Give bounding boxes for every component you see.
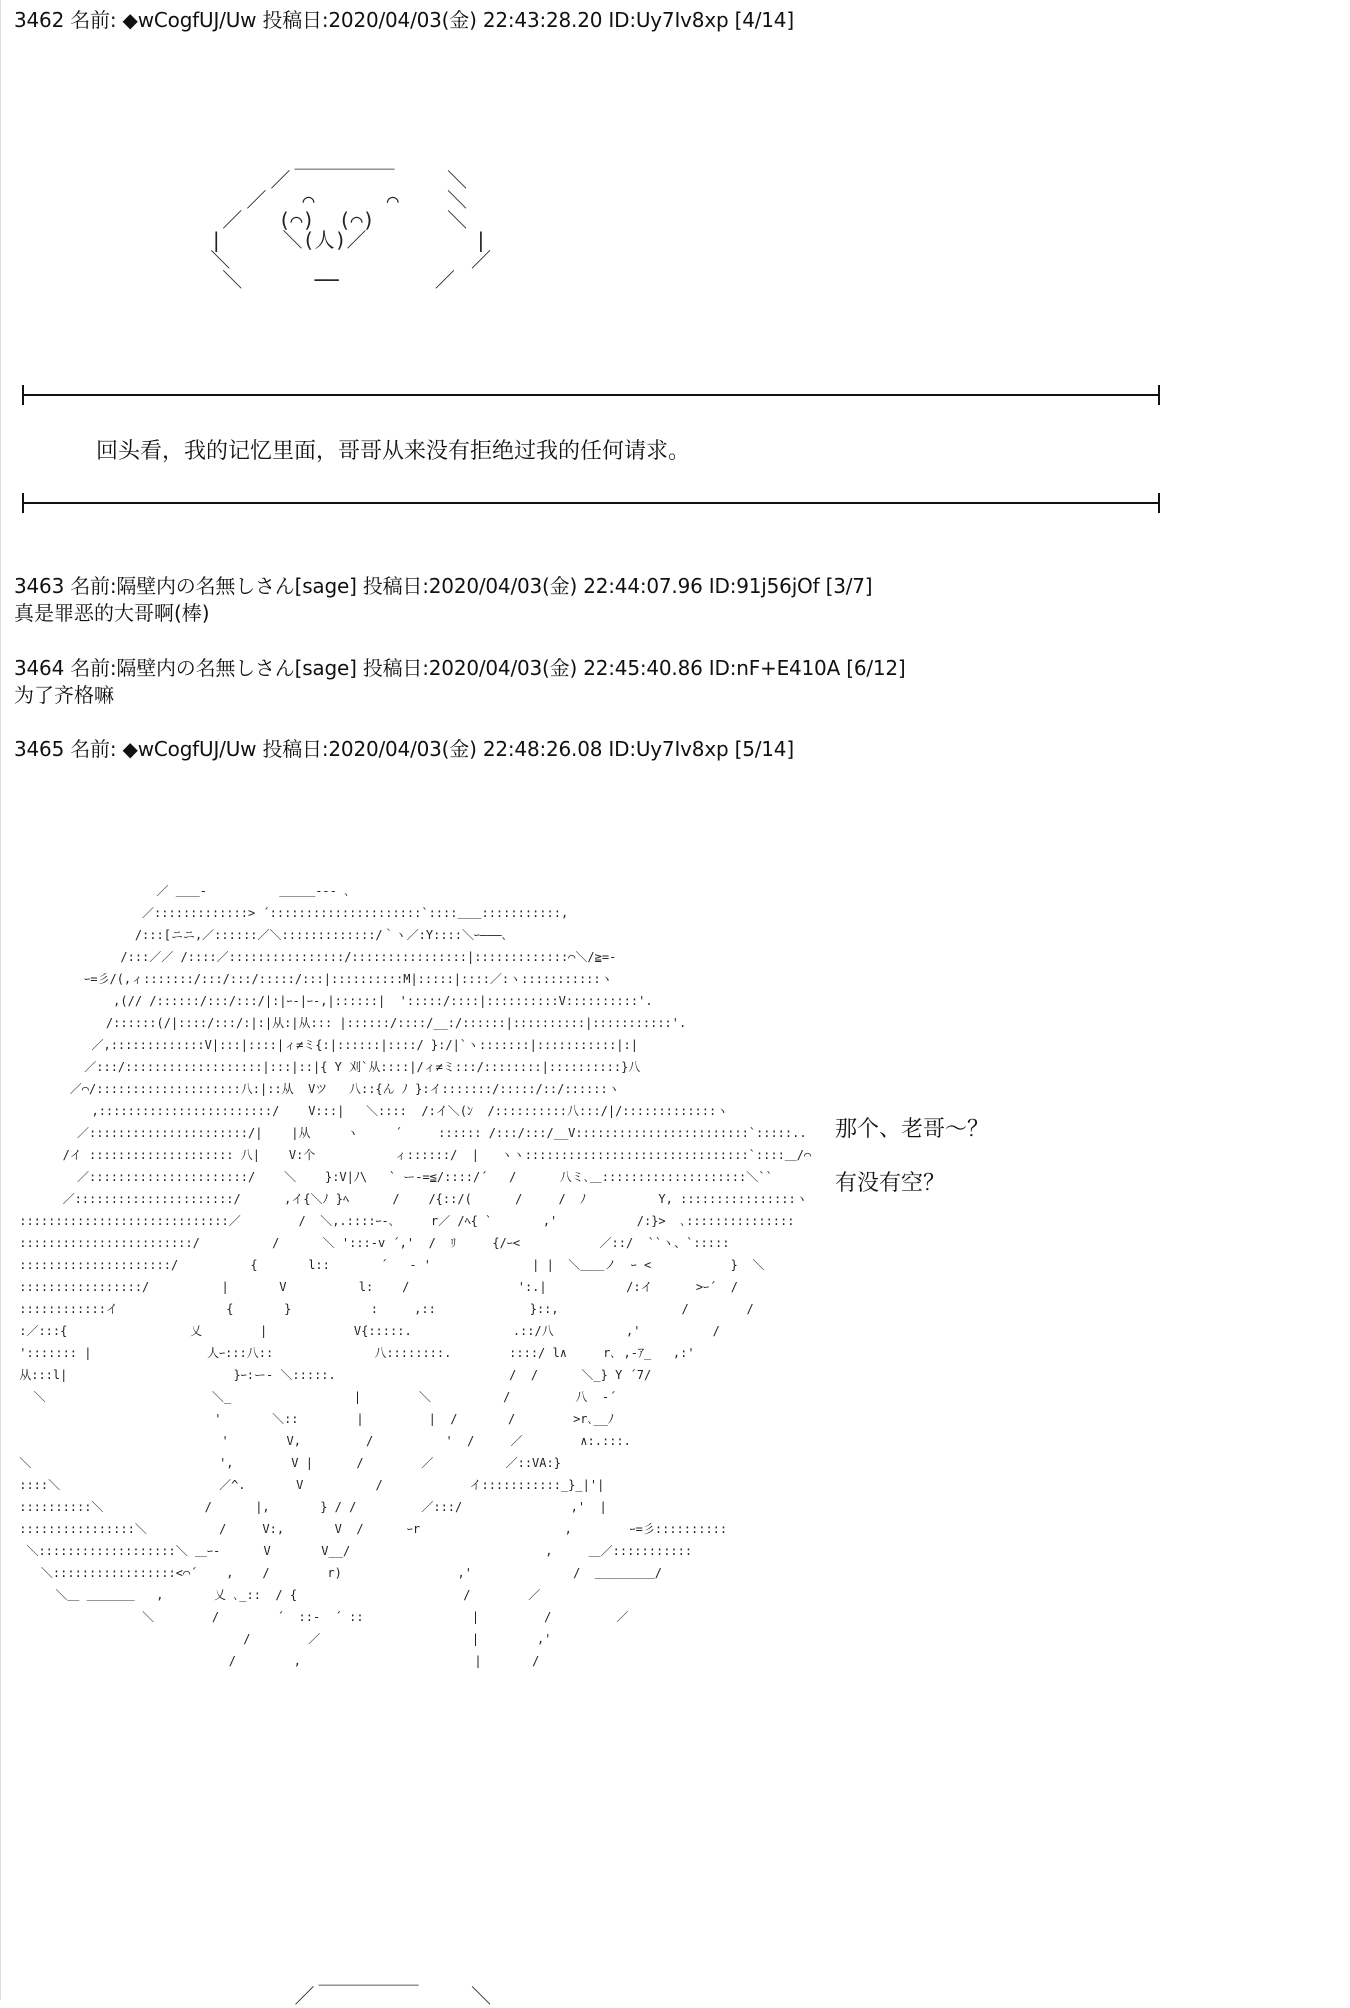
- dialogue-line-1: 那个、老哥～？: [835, 1117, 990, 1142]
- narration-text: 回头看，我的记忆里面，哥哥从来没有拒绝过我的任何请求。: [96, 439, 691, 464]
- ascii-art-partial: ＿＿＿＿＿ ／ ＼: [294, 1964, 492, 2008]
- post-body-3463: 真是罪恶的大哥啊(棒): [14, 601, 210, 625]
- post-header-3465: 3465 名前: ◆wCogfUJ/Uw 投稿日:2020/04/03(金) 22:48:26.08 ID:Uy7Iv8xp [5/14]: [14, 737, 794, 761]
- post-body-3464: 为了齐格嘛: [14, 683, 114, 707]
- post-header-3462: 3462 名前: ◆wCogfUJ/Uw 投稿日:2020/04/03(金) 22:43:28.20 ID:Uy7Iv8xp [4/14]: [14, 8, 794, 32]
- post-header-3464: 3464 名前:隔壁内の名無しさん[sage] 投稿日:2020/04/03(金) 22:45:40.86 ID:nF+E410A [6/12]: [14, 656, 906, 680]
- post-header-3463: 3463 名前:隔壁内の名無しさん[sage] 投稿日:2020/04/03(金) 22:44:07.96 ID:91j56jOf [3/7]: [14, 574, 873, 598]
- ascii-art-character: ／ ＿＿- ＿＿＿--- ､ ／:::::::::::::> ´:::::::::::::::::::::`::::＿＿:::::::::::, /:::[ニニ,／::::::／＼:::::::::::::/｀ヽ／:Y::::＼ｰ―――､ /:::／／ /::::／::::::::::::::::/::::::::::::::::|:::::::::::::⌒＼/≧=- ｰ=彡/(,ィ:::::::/:::/:::/:::::/:::|::::::::::M|:::::|::::／:ヽ:::::::::::ヽ ,(// /::::::/:::/:::/|:|ｰ-|ｰ-,|::::::| ':::::/::::|::::::::::V::::::::::'. /::::::(/|::::/:::/:|:|从:|从::: |::::::/::::/__:/::::::|::::::::::|:::::::::::'. ／,:::::::::::::V|:::|::::|ィ≠ミ{:|::::::|::::/ }:/|`ヽ:::::::|:::::::::::|:| ／:::/:::::::::::::::::::|:::|::|{ Y 刈`从::::|/ィ≠ミ:::/::::::::|::::::::::}八 ／⌒/::::::::::::::::::::八:|::从 Vツ 八::{ん ﾉ }:イ:::::::/:::::/::/::::::ヽ ,::::::::::::::::::::::::/ V:::| ＼:::: /:イ＼(ﾝ /::::::::::八:::/|/:::::::::::::ヽ ／::::::::::::::::::::::/| |从 ヽ ´ :::::: /:::/:::/__V::::::::::::::::::::::::`:::::.. /イ :::::::::::::::::::: 八| V:个 ィ::::::/ | ヽヽ:::::::::::::::::::::::::::::::`::::＿/⌒ ／::::::::::::::::::::::/ ＼ }:V|ﾉ\ ` ー-=≦/::::/´ / 八ミ､＿::::::::::::::::::::＼`` ／::::::::::::::::::::::/ ,イ{＼ﾉ }ﾍ / /{::/( / / ﾉ Y, ::::::::::::::::ヽ :::::::::::::::::::::::::::::／ / ＼,.::::ｰ-､ r／ /ﾍ{ ` ,' /:}> ､::::::::::::::: ::::::::::::::::::::::::/ / ＼ ':::-v ´,' / ﾘ {/ｰ< ／::/ ``ヽ、`::::: :::::::::::::::::::::/ { l:: ´ ‐ ' | | ＼＿＿ノ ｰ < } ＼ :::::::::::::::::/ | V l: / ':.| /:イ >ｰ´ / ::::::::::::イ { } : ,:: }::, / / :／:::{ 乂 | V{:::::. .::/八 ,' / '::::::: | 人ｰ:::八:: 八::::::::. ::::/ l∧ r､ ,-ｱ_ ,:' 从:::l| }ｰ:ー‐ ＼:::::. / / ＼_} Y ´7/ ＼ ＼_ | ＼ / 八 -´ ' ＼:: | | / / >r､__ﾉ ' V, / ' / ／ ∧:.:::. ＼ ', V | / ／ ／::VA:} ::::＼ ／^. V / イ:::::::::::_}_|'| ::::::::::＼ / |, } / / ／:::/ ,' | ::::::::::::::::＼ / V:, V / ｰr , ｰ=彡:::::::::: ＼:::::::::::::::::::＼ ＿ｰ- V V__/ , ＿／::::::::::: ＼:::::::::::::::::<⌒´ , / r) ,' / ＿＿＿＿＿/ ＼＿ ＿＿＿＿ , 乂 ､_:: / { / ／ ＼ / ´ ::- ´ :: | / ／ / ／ | ,' / , | /: [19, 884, 812, 1668]
- dialogue-line-2: 有没有空？: [835, 1171, 946, 1196]
- caption-rule-bottom: [12, 493, 1170, 513]
- page-left-border: [0, 0, 1, 2000]
- ascii-art-face: ＿＿＿＿＿ ／ ＼ ／ ⌒ ⌒ ＼ ／ (⌒) (⌒) ＼ | ＼(人)／ | ＼ ／ ＼ ── ／: [210, 148, 492, 292]
- caption-rule-top: [12, 385, 1170, 405]
